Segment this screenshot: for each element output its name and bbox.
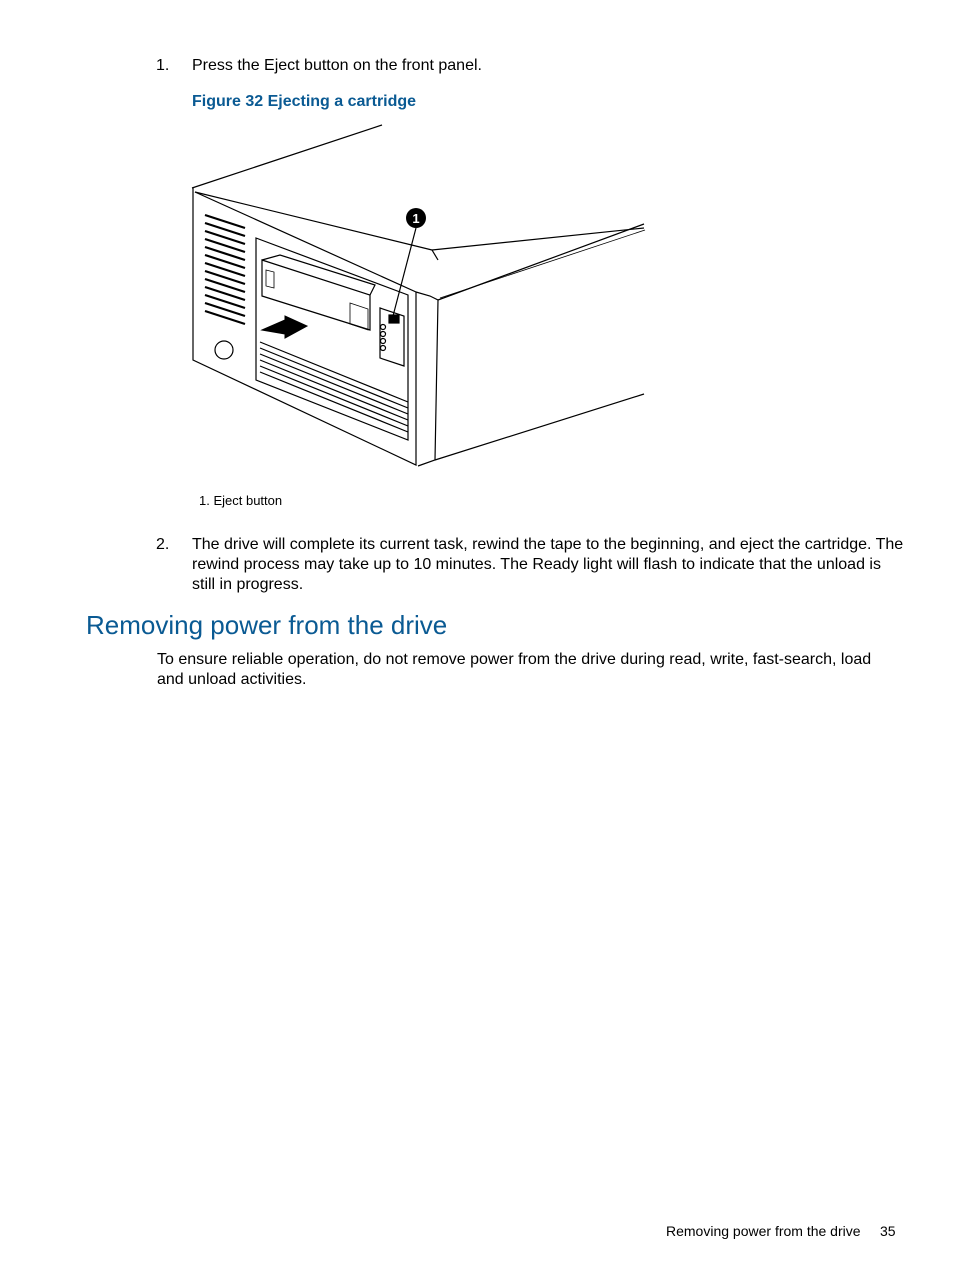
callout-number: 1 <box>412 211 420 226</box>
figure-title: Figure 32 Ejecting a cartridge <box>192 93 417 110</box>
step-2-number: 2. <box>156 536 170 553</box>
page-number: 35 <box>880 1223 896 1239</box>
tape-drive-illustration <box>190 120 650 472</box>
section-paragraph: To ensure reliable operation, do not remove power from the drive during read, write, fast-search, load and unload activities. <box>157 651 872 688</box>
step-1-number: 1. <box>156 57 170 74</box>
footer-title: Removing power from the drive <box>666 1223 861 1239</box>
figure-caption: 1. Eject button <box>199 493 283 508</box>
step-2-text: The drive will complete its current task, rewind the tape to the beginning, and eject the cartridge. The rewind process may take up to 10 minutes. The Ready light will flash to indicate that the unload is still in progress. <box>192 536 904 593</box>
section-heading: Removing power from the drive <box>86 610 448 640</box>
step-1-text: Press the Eject button on the front panel. <box>192 57 482 74</box>
